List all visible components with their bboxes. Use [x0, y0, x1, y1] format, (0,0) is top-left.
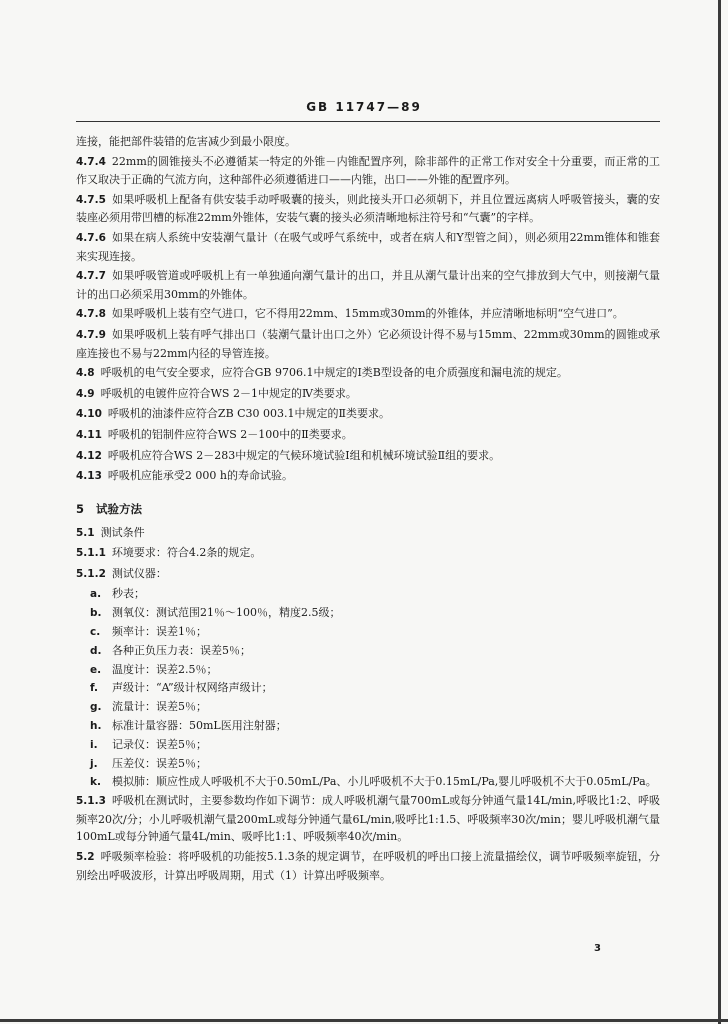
- clause-4-10: 4.10 呼吸机的油漆件应符合ZB C30 003.1中规定的Ⅱ类要求。: [76, 407, 391, 421]
- clause-4-7-8: 4.7.8 如果呼吸机上装有空气进口，它不得用22mm、15mm或30mm的外锥体，并应清晰地标明“空气进口”。: [76, 307, 624, 321]
- clause-5-1: 5.1 测试条件: [76, 525, 145, 539]
- clause-4-12: 4.12 呼吸机应符合WS 2－283中规定的气候环境试验Ⅰ组和机械环境试验Ⅱ组的要求。: [76, 448, 501, 462]
- page-number: 3: [594, 943, 601, 954]
- clause-4-7-6: 4.7.6 如果在病人系统中安装潮气量计（在吸气或呼气系统中，或者在病人和Y型管之间），则必须用22mm锥体和锥套来实现连接。: [76, 230, 660, 263]
- standard-code-header: GB 11747—89: [306, 100, 422, 114]
- clause-4-8: 4.8 呼吸机的电气安全要求，应符合GB 9706.1中规定的Ⅰ类B型设备的电介质强度和漏电流的规定。: [76, 366, 568, 380]
- clause-4-7-9: 4.7.9 如果呼吸机上装有呼气排出口（装潮气量计出口之外）它必须设计得不易与15mm、22mm或30mm的圆锥或承座连接也不易与22mm内径的导管连接。: [76, 327, 660, 360]
- clause-4-9: 4.9 呼吸机的电镀件应符合WS 2－1中规定的Ⅳ类要求。: [76, 386, 357, 400]
- clause-4-7-4: 4.7.4 22mm的圆锥接头不必遵循某一特定的外锥－内锥配置序列，除非部件的正常工作对安全十分重要，而正常的工作又取决于正确的气流方向，这种部件必须遵循进口——内锥，出口——外锥的配置序列。: [76, 154, 660, 187]
- scan-border-bottom: [0, 1019, 728, 1022]
- clause-5-1-2: 5.1.2 测试仪器：: [76, 566, 167, 580]
- list-item: c. 频率计：误差1％；: [90, 625, 207, 639]
- list-item: e. 温度计：误差2.5％；: [90, 662, 218, 676]
- instrument-list: [76, 585, 660, 792]
- clause-4-11: 4.11 呼吸机的铝制件应符合WS 2－100中的Ⅱ类要求。: [76, 427, 353, 441]
- list-item: f. 声级计：“A”级计权网络声级计；: [90, 681, 273, 695]
- list-item: h. 标准计量容器：50mL医用注射器；: [90, 719, 287, 733]
- clause-4-7-7: 4.7.7 如果呼吸管道或呼吸机上有一单独通向潮气量计的出口，并且从潮气量计出来的空气排放到大气中，则接潮气量计的出口必须采用30mm的外锥体。: [76, 269, 660, 301]
- clause-5-1-1: 5.1.1 环境要求：符合4.2条的规定。: [76, 546, 262, 560]
- header-rule: [76, 121, 660, 122]
- clause-5-1-3: 5.1.3 呼吸机在测试时，主要参数均作如下调节：成人呼吸机潮气量700mL或每分钟通气量14L/min,呼吸比1:2、呼吸频率20次/分；小儿呼吸机潮气量200mL或每分钟通气量6L/min,吸呼比1:1.5、呼吸频率30次/min；婴儿呼吸机潮气量100mL或每分钟通气量4L/min、吸呼比1:1、呼吸频率40次/min。: [76, 794, 660, 844]
- paragraph-continuation: 连接，能把部件装错的危害减少到最小限度。: [76, 135, 296, 148]
- list-item: b. 测氧仪：测试范围21％～100％，精度2.5级；: [90, 606, 341, 620]
- list-item: d. 各种正负压力表：误差5％；: [90, 643, 251, 657]
- list-item: g. 流量计：误差5％；: [90, 700, 207, 714]
- list-item: j. 压差仪：误差5％；: [90, 756, 207, 770]
- clause-4-13: 4.13 呼吸机应能承受2 000 h的寿命试验。: [76, 469, 293, 483]
- clause-4-7-5: 4.7.5 如果呼吸机上配备有供安装手动呼吸囊的接头，则此接头开口必须朝下，并且位置远离病人呼吸管接头，囊的安装座必须用带凹槽的标准22mm外锥体，安装气囊的接头必须清晰地标注符号和“气囊”的字样。: [76, 192, 660, 225]
- scan-border-right: [718, 0, 721, 1024]
- list-item: i. 记录仪：误差5％；: [90, 737, 207, 751]
- list-item: k. 模拟肺：顺应性成人呼吸机不大于0.50mL/Pa、小儿呼吸机不大于0.15mL/Pa,婴儿呼吸机不大于0.05mL/Pa。: [90, 775, 657, 789]
- clause-5-2: 5.2 呼吸频率检验：将呼吸机的功能按5.1.3条的规定调节，在呼吸机的呼出口接上流量描绘仪，调节呼吸频率旋钮，分别绘出呼吸波形，计算出呼吸周期，用式（1）计算出呼吸频率。: [76, 850, 660, 882]
- body-text: [76, 133, 660, 886]
- list-item: a. 秒表；: [90, 587, 145, 601]
- section-5-heading: 5 试验方法: [76, 501, 143, 516]
